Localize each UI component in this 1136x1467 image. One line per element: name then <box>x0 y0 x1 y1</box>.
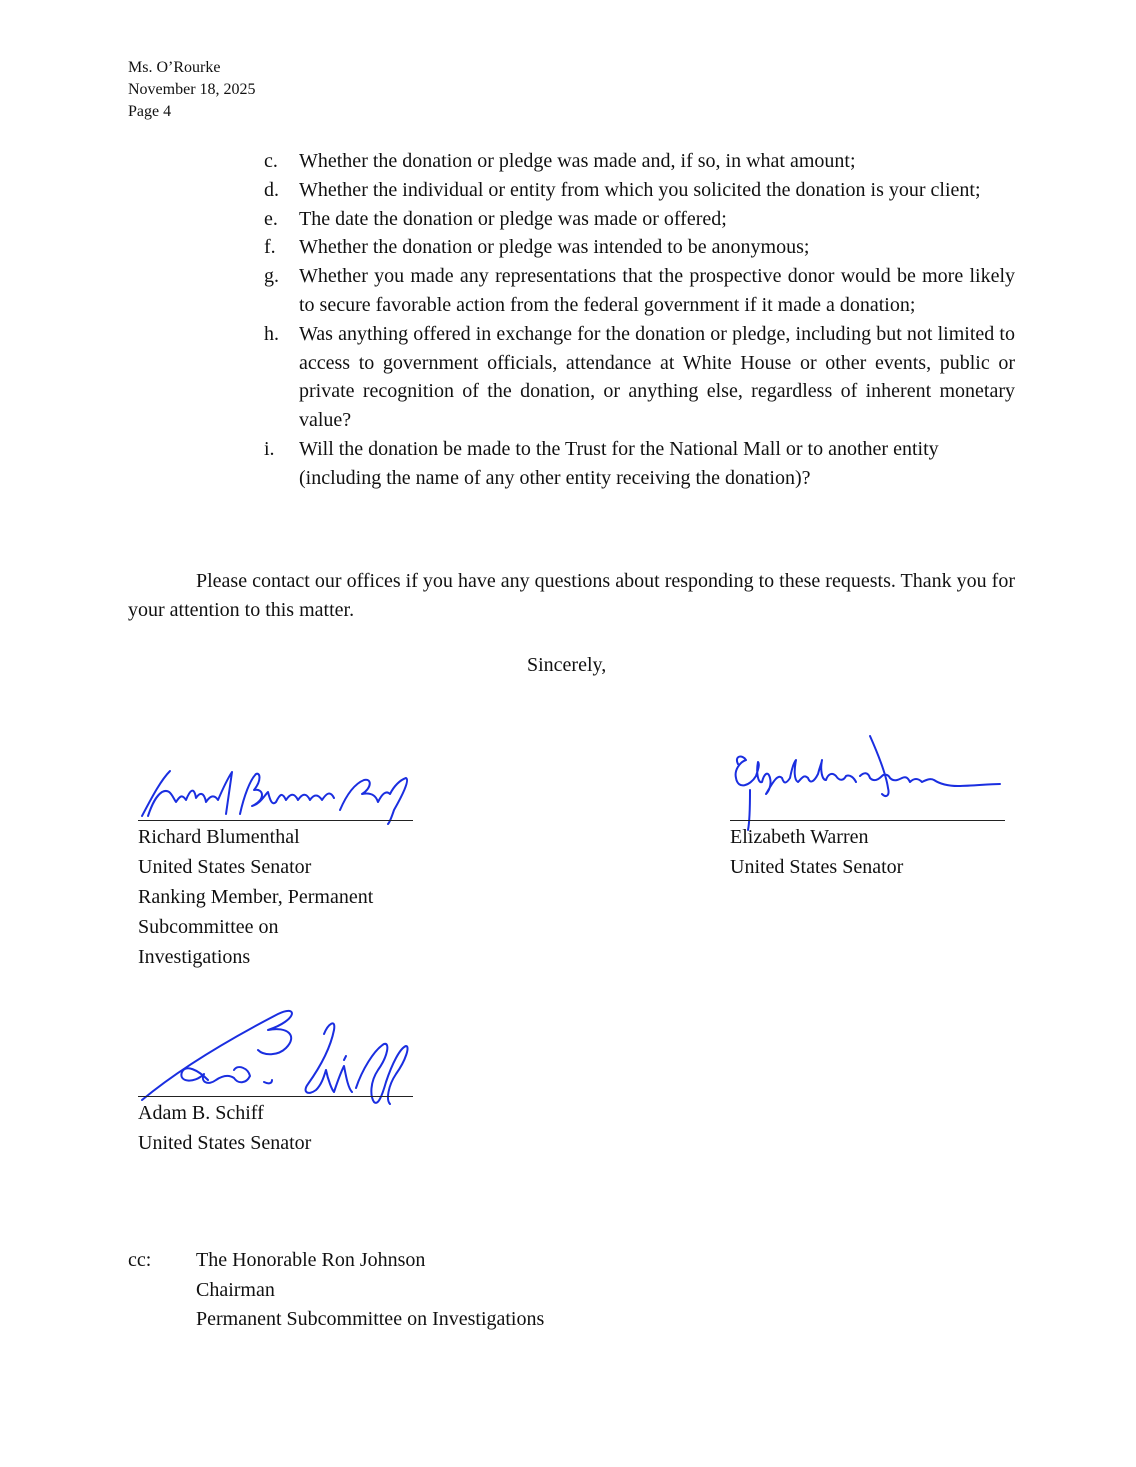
request-list <box>264 147 1015 493</box>
list-marker: e. <box>264 207 278 230</box>
signatory-name: Elizabeth Warren <box>730 826 869 848</box>
letter-date: November 18, 2025 <box>128 81 256 98</box>
signature-schiff-icon <box>138 1000 413 1110</box>
list-item <box>264 205 1015 234</box>
list-text: The date the donation or pledge was made or offered; <box>299 207 727 230</box>
list-item <box>264 262 1015 320</box>
list-text: Whether the donation or pledge was made and, if so, in what amount; <box>299 150 856 172</box>
signature-blumenthal-icon <box>140 766 415 826</box>
list-marker: g. <box>264 265 279 288</box>
signature-block-warren <box>730 822 903 882</box>
signatory-title: United States Senator <box>138 856 312 878</box>
signatory-title: Ranking Member, Permanent <box>138 886 374 908</box>
signature-block-schiff <box>138 1098 311 1158</box>
list-text: Was anything offered in exchange for the donation or pledge, including but not limited to access to government officials, attendance at White House or other events, public or private recognition of the donation, or anything else, regardless of inherent monetary value? <box>299 322 1015 432</box>
cc-line: Permanent Subcommittee on Investigations <box>196 1308 545 1330</box>
list-item <box>264 435 1015 493</box>
list-marker: f. <box>264 236 276 259</box>
list-item <box>264 147 1015 176</box>
cc-label: cc: <box>128 1249 152 1271</box>
list-marker: h. <box>264 322 279 345</box>
signature-line <box>138 1096 413 1097</box>
cc-line: Chairman <box>196 1278 275 1301</box>
list-marker: d. <box>264 178 279 201</box>
list-item <box>264 176 1015 205</box>
signatory-title: Subcommittee on <box>138 916 279 938</box>
page-number: Page 4 <box>128 103 172 120</box>
signature-block-blumenthal <box>138 822 373 972</box>
list-text: Whether the individual or entity from which you solicited the donation is your client; <box>299 178 981 201</box>
valediction: Sincerely, <box>527 654 607 676</box>
signatory-title: United States Senator <box>730 856 904 878</box>
signature-warren-icon <box>728 734 1003 834</box>
cc-line: The Honorable Ron Johnson <box>196 1249 426 1271</box>
signatory-title: Investigations <box>138 946 251 968</box>
signatory-title: United States Senator <box>138 1132 312 1154</box>
list-text: Whether the donation or pledge was intended to be anonymous; <box>299 236 810 259</box>
list-text: Will the donation be made to the Trust for the National Mall or to another entity (including the name of any other entity receiving the donation)? <box>299 437 939 489</box>
signature-line <box>138 820 413 821</box>
signatory-name: Richard Blumenthal <box>138 826 300 848</box>
list-item <box>264 320 1015 435</box>
list-marker: c. <box>264 150 278 172</box>
signature-line <box>730 820 1005 821</box>
closing-paragraph: Please contact our offices if you have any questions about responding to these requests. Thank you for your attention to this matter. <box>128 570 1015 621</box>
list-marker: i. <box>264 437 275 460</box>
recipient-name: Ms. O’Rourke <box>128 59 221 76</box>
list-item <box>264 233 1015 262</box>
signatory-name: Adam B. Schiff <box>138 1102 264 1124</box>
letter-header <box>128 57 256 123</box>
list-text: Whether you made any representations that the prospective donor would be more likely to secure favorable action from the federal government if it made a donation; <box>299 265 1015 316</box>
